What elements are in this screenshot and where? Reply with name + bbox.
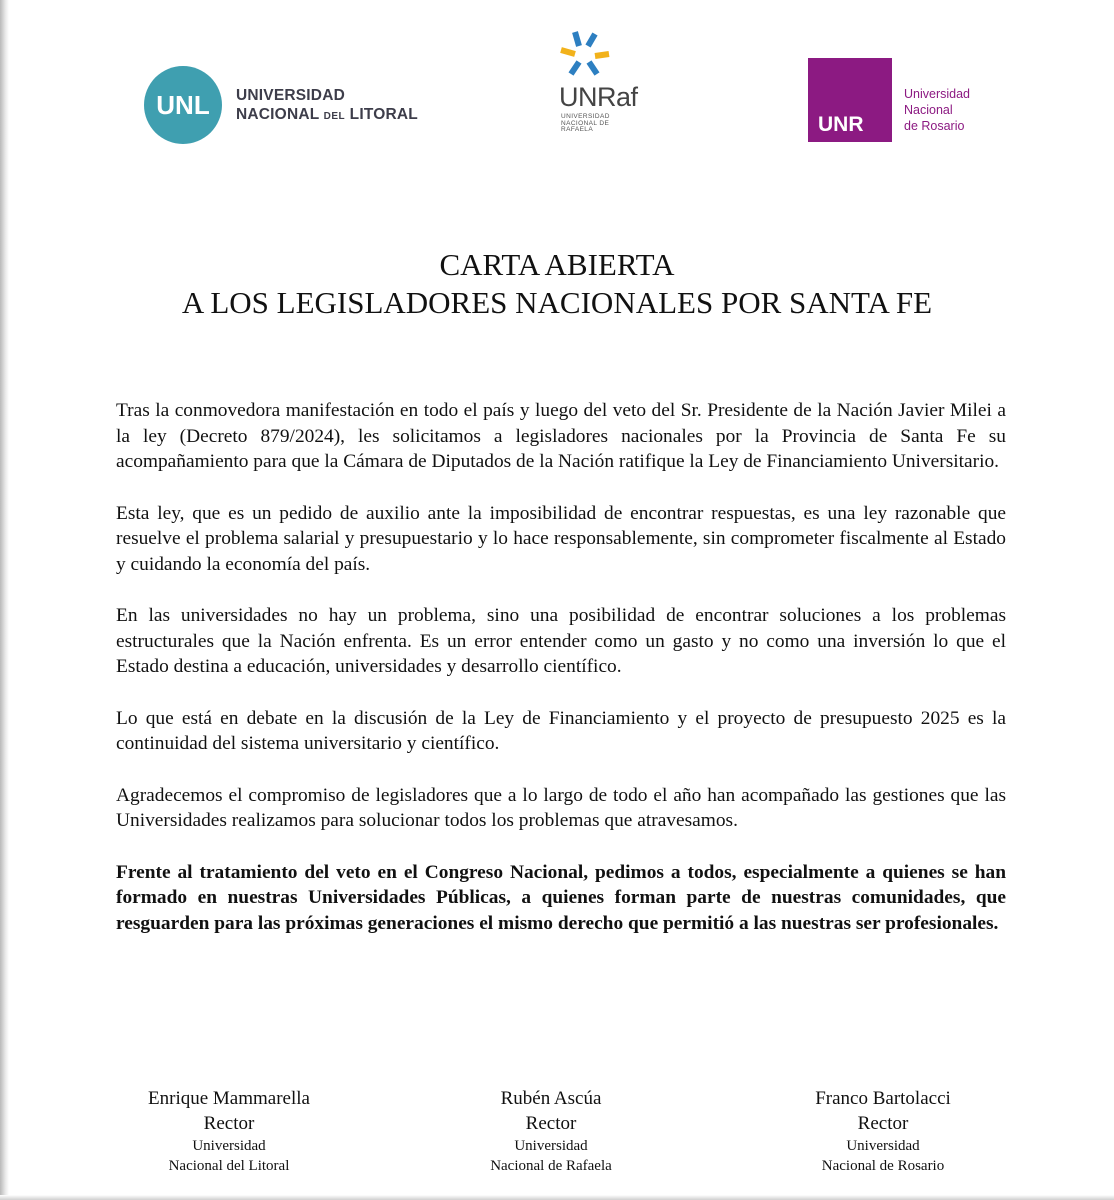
signer-university-1: Universidad xyxy=(846,1138,920,1154)
signature-block-2 xyxy=(411,1086,691,1176)
unl-line2-a: NACIONAL xyxy=(236,106,324,123)
unl-logo xyxy=(144,66,444,146)
unr-logo-text xyxy=(904,86,970,134)
signer-university-1: Universidad xyxy=(192,1138,266,1154)
star-burst-icon xyxy=(555,30,615,80)
unl-line1: UNIVERSIDAD xyxy=(236,87,345,104)
signer-university-1: Universidad xyxy=(514,1138,588,1154)
page-left-shadow xyxy=(0,0,9,1200)
paragraph-2: Esta ley, que es un pedido de auxilio ante la imposibilidad de encontrar respuestas, es una ley razonable que resuelve el problema salarial y presupuestario y lo hace responsablemente, sin comprometer fiscalmente al Estado y cuidando la economía del país. xyxy=(116,502,1006,575)
unl-line2-small: DEL xyxy=(323,111,346,122)
signer-name: Rubén Ascúa xyxy=(500,1088,602,1109)
unraf-subtitle xyxy=(561,114,610,134)
signer-university-2: Nacional de Rosario xyxy=(821,1158,945,1174)
unr-logo-mark xyxy=(808,58,892,142)
signer-role: Rector xyxy=(203,1113,255,1134)
unl-logo-text xyxy=(236,86,418,126)
unraf-sub1: UNIVERSIDAD xyxy=(561,113,610,120)
unl-mark-text: UNL xyxy=(156,89,210,120)
unraf-name: UNRaf xyxy=(559,82,638,112)
paragraph-5: Agradecemos el compromiso de legisladores que a lo largo de todo el año han acompañado las gestiones que las Universidades realizamos para solucionar todos los problemas que atravesamos. xyxy=(116,784,1006,831)
unl-logo-mark xyxy=(144,66,222,144)
letter-body xyxy=(116,398,1006,962)
signer-name: Franco Bartolacci xyxy=(815,1088,951,1109)
letter-title: CARTA ABIERTA xyxy=(439,247,675,282)
unl-line2-b: LITORAL xyxy=(345,106,418,123)
signature-block-3 xyxy=(743,1086,1023,1176)
page-bottom-shadow xyxy=(0,1195,1114,1200)
unl-line2 xyxy=(236,105,418,126)
closing-paragraph: Frente al tratamiento del veto en el Congreso Nacional, pedimos a todos, especialmente a quienes se han formado en nuestras Universidades Públicas, a quienes forman parte de nuestras comunidades, que resguarden para las próximas generaciones el mismo derecho que permitió a las nuestras ser profesionales. xyxy=(116,861,1006,934)
signer-name: Enrique Mammarella xyxy=(148,1088,310,1109)
unr-line1: Universidad xyxy=(904,87,971,101)
unraf-logo xyxy=(555,30,665,150)
unraf-sub3: RAFAELA xyxy=(561,126,594,133)
signer-role: Rector xyxy=(525,1113,577,1134)
letter-subtitle: A LOS LEGISLADORES NACIONALES POR SANTA FE xyxy=(181,285,933,320)
unraf-sub2: NACIONAL DE xyxy=(561,119,610,127)
signature-block-1 xyxy=(89,1086,369,1176)
paragraph-4: Lo que está en debate en la discusión de la Ley de Financiamiento y el proyecto de presupuesto 2025 es la continuidad del sistema universitario y científico. xyxy=(116,707,1006,754)
signer-university-2: Nacional de Rafaela xyxy=(490,1158,612,1174)
unr-mark-text: UNR xyxy=(818,113,864,136)
unr-logo xyxy=(808,58,998,142)
signer-university-2: Nacional del Litoral xyxy=(168,1158,290,1174)
paragraph-3: En las universidades no hay un problema, sino una posibilidad de encontrar soluciones a los problemas estructurales que la Nación enfrenta. Es un error entender como un gasto y no como una inversión lo que el Estado destina a educación, universidades y desarrollo científico. xyxy=(116,605,1006,677)
unr-line2: Nacional xyxy=(904,103,953,117)
signer-role: Rector xyxy=(857,1113,909,1134)
unr-line3: de Rosario xyxy=(904,119,965,133)
paragraph-1: Tras la conmovedora manifestación en todo el país y luego del veto del Sr. Presidente de la Nación Javier Milei a la ley (Decreto 879/2024), les solicitamos a legisladores nacionales por la Provincia de Santa Fe su acompañamiento para que la Cámara de Diputados de la Nación ratifique la Ley de Financiamiento Universitario. xyxy=(116,400,1006,472)
